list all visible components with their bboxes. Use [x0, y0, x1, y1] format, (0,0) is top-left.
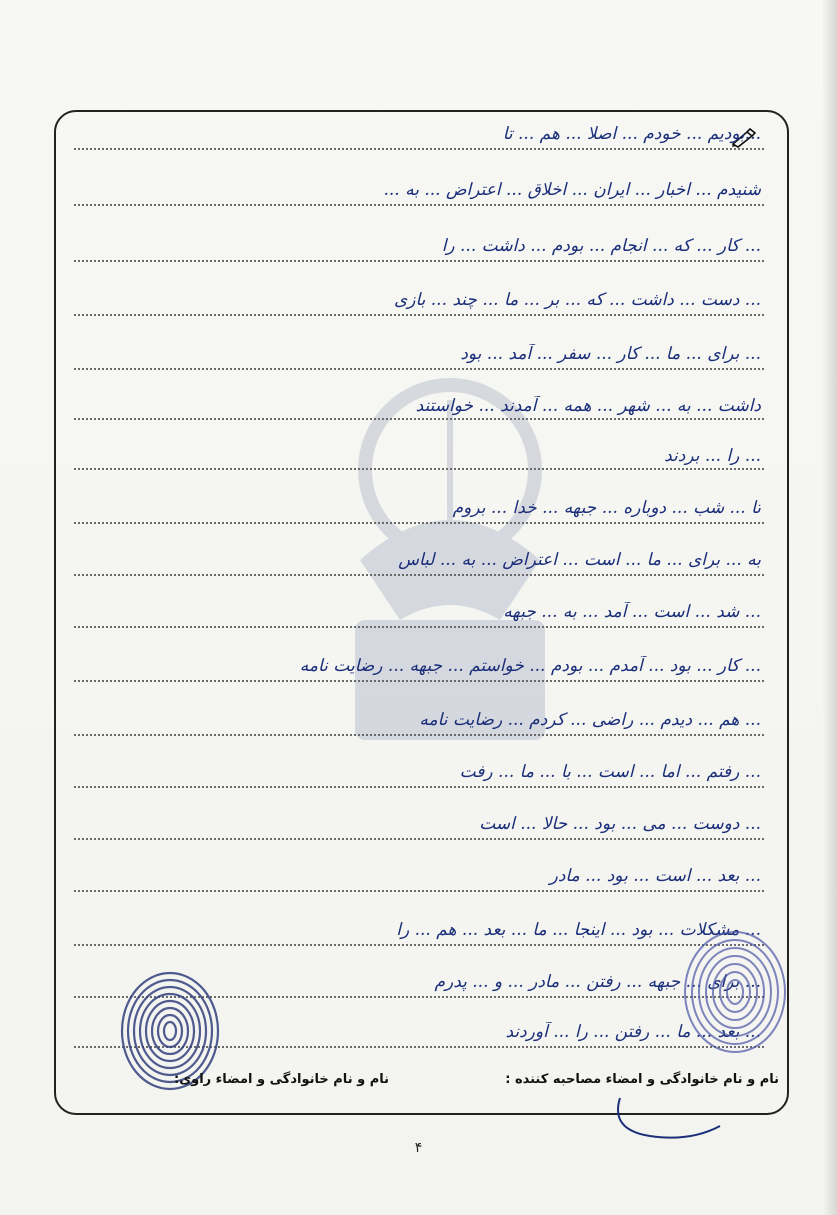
handwritten-line: ... بعد ... است ... بود ... مادر	[549, 866, 761, 886]
handwritten-line: ... کار ... که ... انجام ... بودم ... داشت ... را	[441, 236, 761, 256]
ruled-line	[74, 786, 764, 788]
handwritten-line: داشت ... به ... شهر ... همه ... آمدند ... خواستند	[415, 396, 761, 416]
ruled-line	[74, 890, 764, 892]
handwritten-line: ... برای ... ما ... کار ... سفر ... آمد ... بود	[460, 344, 761, 364]
ruled-line	[74, 944, 764, 946]
ruled-line	[74, 314, 764, 316]
ruled-line	[74, 626, 764, 628]
handwritten-line: ... رفتم ... اما ... است ... با ... ما ... رفت	[459, 762, 761, 782]
ruled-line	[74, 148, 764, 150]
ruled-line	[74, 368, 764, 370]
ruled-line	[74, 734, 764, 736]
handwritten-line: به ... برای ... ما ... است ... اعتراض ... به ... لباس	[398, 550, 761, 570]
ruled-line	[74, 418, 764, 420]
ruled-line	[74, 468, 764, 470]
ruled-line	[74, 522, 764, 524]
handwritten-line: ... هم ... دیدم ... راضی ... کردم ... رضایت نامه	[419, 710, 761, 730]
ruled-line	[74, 204, 764, 206]
handwritten-line: شنیدم ... اخبار ... ایران ... اخلاق ... اعتراض ... به ...	[383, 180, 761, 200]
handwritten-line: ... دوست ... می ... بود ... حالا ... است	[479, 814, 761, 834]
handwritten-line: ...بودیم ... خودم ... اصلا ... هم ... تا	[502, 124, 761, 144]
handwritten-line: ... را ... بردند	[664, 446, 761, 466]
handwritten-line: ... دست ... داشت ... که ... بر ... ما ... چند ... بازی	[393, 290, 761, 310]
handwritten-line: تا ... شب ... دوباره ... جبهه ... خدا ... بروم	[452, 498, 761, 518]
handwritten-line: ... بعد ... ما ... رفتن ... را ... آوردند	[505, 1022, 761, 1042]
ruled-line	[74, 260, 764, 262]
ruled-line	[74, 838, 764, 840]
scan-edge	[823, 0, 837, 1215]
page-number: ۴	[414, 1140, 423, 1156]
ruled-line	[74, 680, 764, 682]
fingerprint-right	[680, 928, 790, 1056]
handwritten-line: ... شد ... است ... آمد ... به ... جبهه	[503, 602, 761, 622]
handwritten-line: ... مشکلات ... بود ... اینجا ... ما ... بعد ... هم ... را	[396, 920, 761, 940]
interviewer-signature-label: نام و نام خانوادگی و امضاء مصاحبه کننده :	[505, 1072, 779, 1087]
narrator-signature-label: نام و نام خانوادگی و امضاء راوی:	[174, 1072, 389, 1087]
handwritten-line: ... کار ... بود ... آمدم ... بودم ... خواستم ... جبهه ... رضایت نامه	[299, 656, 761, 676]
handwritten-line: ... برای ... جبهه ... رفتن ... مادر ... و ... پدرم	[434, 972, 761, 992]
ruled-line	[74, 574, 764, 576]
